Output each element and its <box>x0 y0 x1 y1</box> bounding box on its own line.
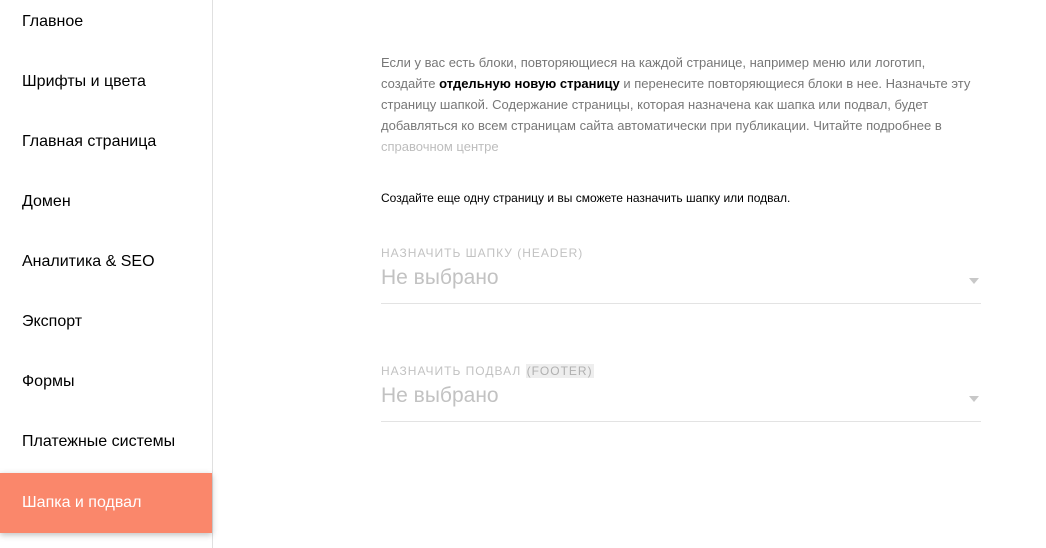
chevron-down-icon <box>969 396 979 402</box>
sidebar-item-label: Платежные системы <box>22 433 176 450</box>
footer-field-label <box>381 364 981 378</box>
info-text <box>381 52 981 157</box>
footer-field-label-highlight: (FOOTER) <box>526 364 593 378</box>
sidebar-item-forms[interactable] <box>0 352 212 412</box>
footer-select-value: Не выбрано <box>381 384 499 407</box>
sidebar-item-analytics-seo[interactable] <box>0 232 212 292</box>
sidebar-item-label: Шрифты и цвета <box>22 73 146 90</box>
sidebar-item-header-footer[interactable] <box>0 473 212 533</box>
sidebar-item-label: Главное <box>22 13 84 30</box>
sidebar-item-label: Домен <box>22 193 71 210</box>
footer-field-label-text: НАЗНАЧИТЬ ПОДВАЛ <box>381 364 526 378</box>
footer-field <box>381 364 981 422</box>
sidebar-item-domain[interactable] <box>0 172 212 232</box>
sidebar-item-label: Шапка и подвал <box>22 494 142 511</box>
sidebar-item-fonts-colors[interactable] <box>0 52 212 112</box>
chevron-down-icon <box>969 278 979 284</box>
header-field <box>381 246 981 304</box>
info-text-part1: Если у вас есть блоки, повторяющиеся на каждой странице, например меню или логотип, создайте <box>381 55 926 91</box>
sidebar-item-export[interactable] <box>0 292 212 352</box>
header-select-value: Не выбрано <box>381 266 499 289</box>
info-text-part2: и перенесите повторяющиеся блоки в нее. Назначьте эту страницу шапкой. Содержание страницы, которая назначена как шапка или подвал, будет добавляться ко всем страницам сайта автоматически при публикации. Читайте подробнее в <box>381 76 971 133</box>
sidebar-item-label: Аналитика & SEO <box>22 253 155 270</box>
sidebar-item-label: Экспорт <box>22 313 83 330</box>
create-page-notice: Создайте еще одну страницу и вы сможете назначить шапку или подвал. <box>381 191 791 205</box>
header-footer-settings <box>381 52 981 407</box>
header-field-label: НАЗНАЧИТЬ ШАПКУ (HEADER) <box>381 246 584 260</box>
help-center-link[interactable]: справочном центре <box>381 139 499 154</box>
sidebar-item-main[interactable] <box>0 0 212 52</box>
settings-sidebar <box>0 0 213 548</box>
new-page-emphasis: отдельную новую страницу <box>439 76 620 91</box>
header-select[interactable] <box>381 260 981 304</box>
sidebar-item-label: Формы <box>22 373 75 390</box>
sidebar-item-payment-systems[interactable] <box>0 412 212 472</box>
sidebar-item-home-page[interactable] <box>0 112 212 172</box>
sidebar-item-label: Главная страница <box>22 133 157 150</box>
footer-select[interactable] <box>381 378 981 422</box>
